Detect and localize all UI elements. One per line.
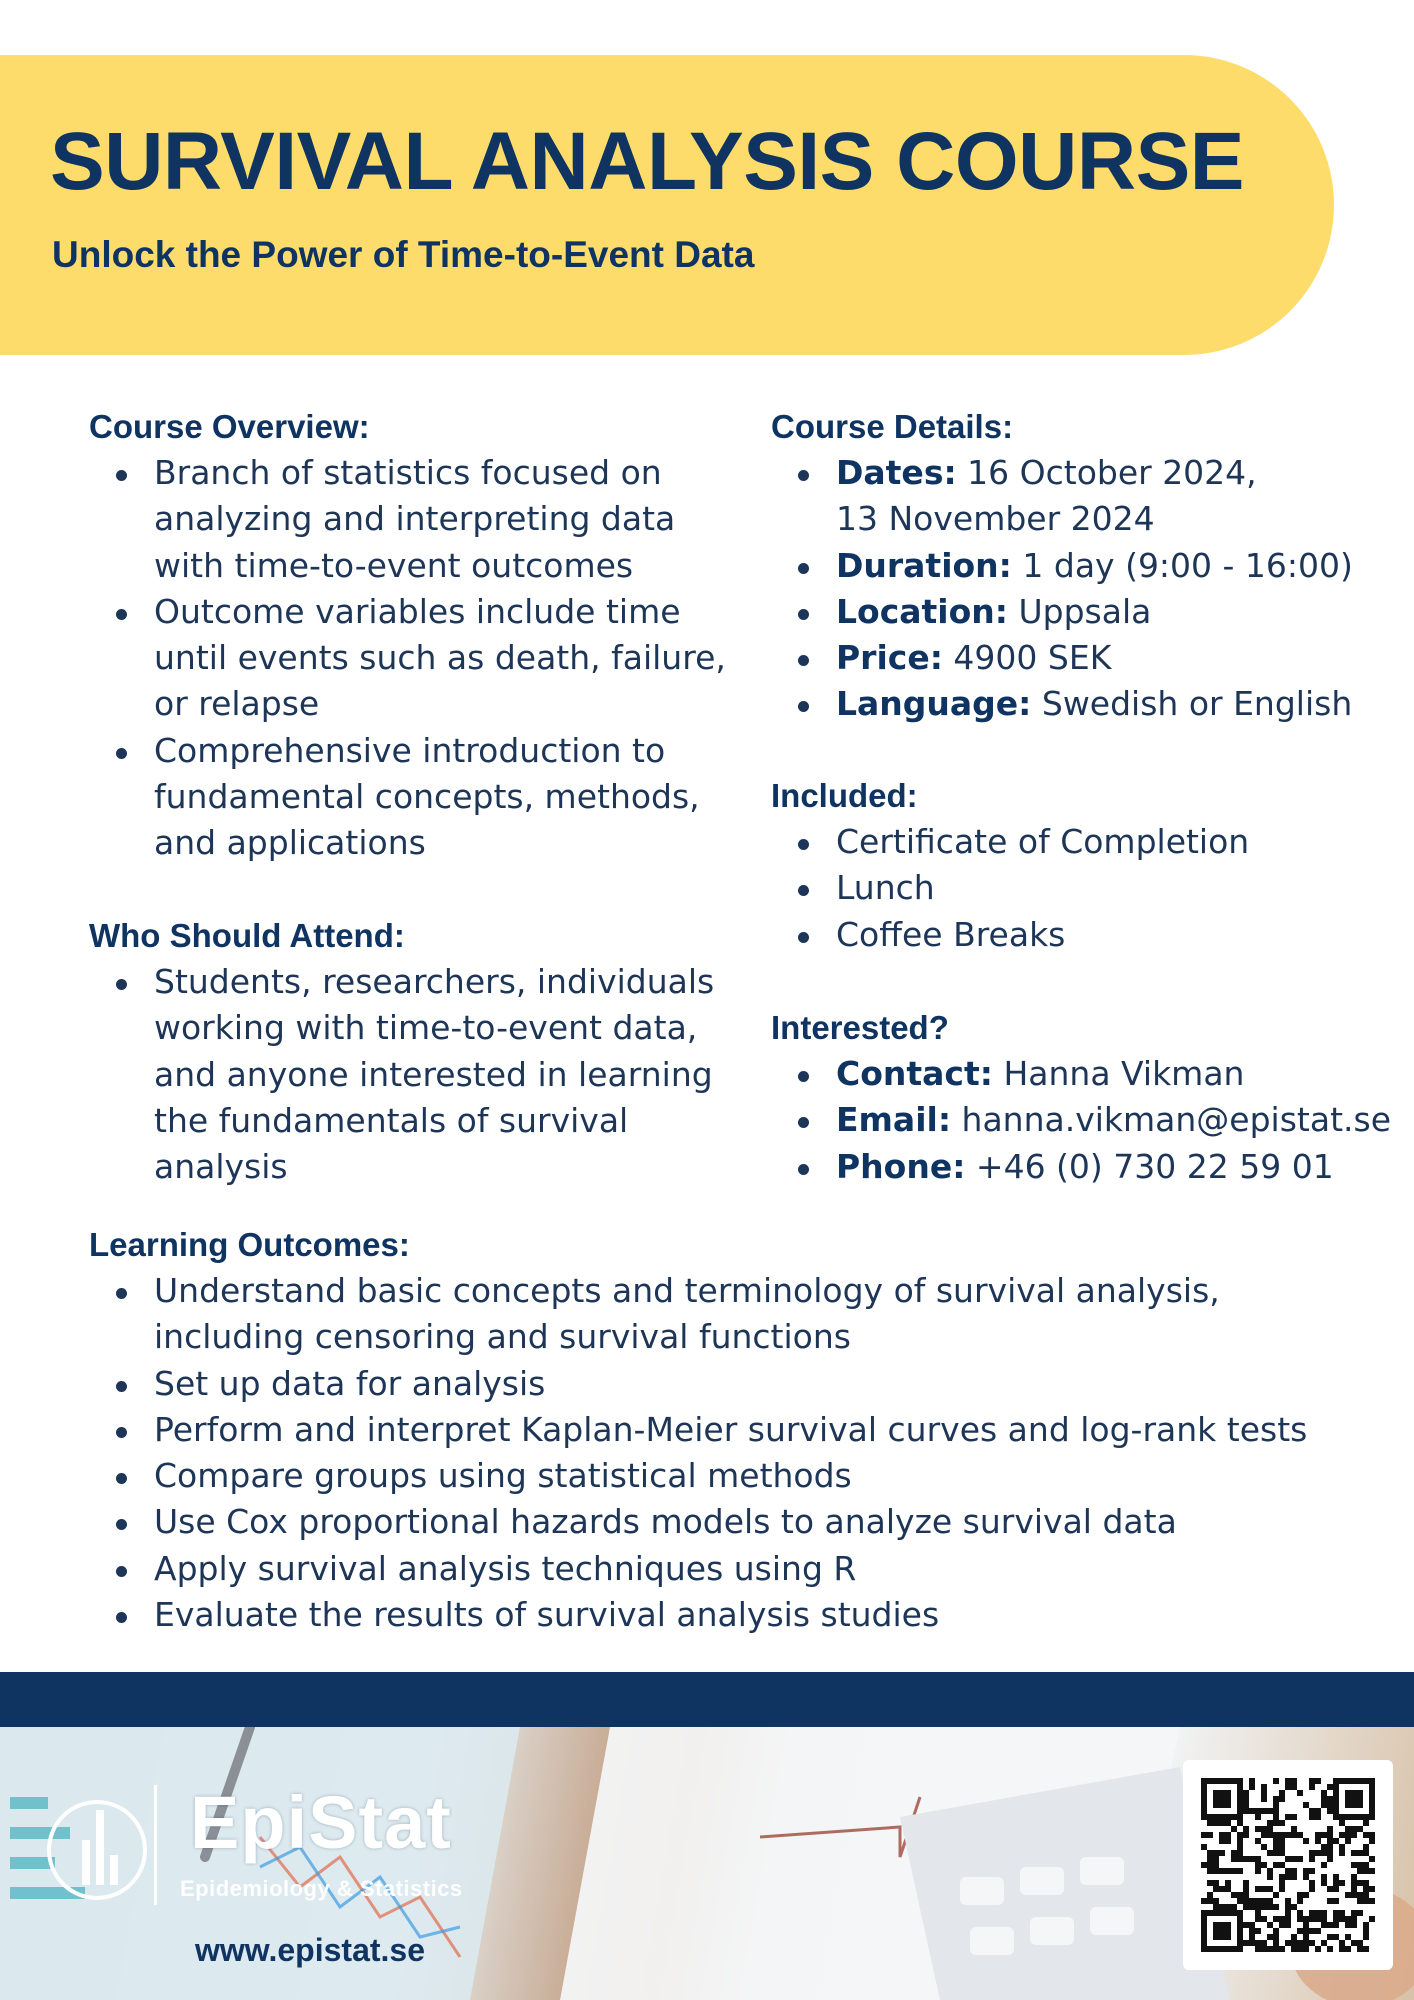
list-item: Comprehensive introduction to fundamental concepts, methods, and applications: [89, 728, 729, 867]
contact-label: Contact:: [836, 1054, 993, 1093]
contact-list: [771, 1051, 1411, 1190]
included-section: [771, 773, 1391, 958]
course-overview-list: [89, 450, 729, 867]
list-item: Use Cox proportional hazards models to analyze survival data: [89, 1499, 1329, 1545]
list-item: Compare groups using statistical methods: [89, 1453, 1329, 1499]
dates-value-2: 13 November 2024: [836, 499, 1155, 539]
duration-label: Duration:: [836, 545, 1012, 585]
location-value: Uppsala: [1018, 591, 1152, 631]
bar-chart-circle-icon: [42, 1780, 162, 1910]
list-item: Outcome variables include time until events such as death, failure, or relapse: [89, 589, 729, 728]
list-item: Branch of statistics focused on analyzing and interpreting data with time-to-event outcomes: [89, 450, 729, 589]
language-label: Language:: [836, 684, 1032, 724]
list-item: Coffee Breaks: [771, 912, 1391, 958]
list-item: Lunch: [771, 865, 1391, 911]
learning-outcomes-list: [89, 1268, 1329, 1638]
contact-item: [771, 1051, 1411, 1097]
location-label: Location:: [836, 591, 1008, 631]
dates-value-1: 16 October 2024,: [967, 453, 1257, 492]
dates-label: Dates:: [836, 453, 957, 492]
learning-outcomes-section: [89, 1222, 1329, 1638]
course-details-heading: Course Details:: [771, 408, 1014, 445]
phone-label: Phone:: [836, 1146, 966, 1186]
website-link[interactable]: www.epistat.se: [195, 1932, 425, 1968]
price-value: 4900 SEK: [953, 638, 1112, 678]
learning-outcomes-heading: Learning Outcomes:: [89, 1226, 410, 1263]
price-label: Price:: [836, 638, 943, 678]
detail-language: [771, 681, 1411, 727]
page-title: SURVIVAL ANALYSIS COURSE: [50, 116, 1244, 207]
detail-price: [771, 635, 1411, 681]
course-overview-heading: Course Overview:: [89, 408, 370, 445]
page-subtitle: Unlock the Power of Time-to-Event Data: [52, 234, 755, 275]
included-heading: Included:: [771, 777, 918, 814]
list-item: Evaluate the results of survival analysis studies: [89, 1592, 1329, 1638]
detail-location: [771, 589, 1411, 635]
email-item: [771, 1097, 1411, 1143]
contact-value: Hanna Vikman: [1003, 1054, 1245, 1093]
interested-heading: Interested?: [771, 1009, 949, 1046]
qr-code-icon[interactable]: [1183, 1760, 1393, 1970]
who-should-attend-list: [89, 959, 729, 1190]
phone-item: [771, 1144, 1411, 1190]
email-label: Email:: [836, 1100, 952, 1140]
interested-section: [771, 1005, 1411, 1190]
who-should-attend-heading: Who Should Attend:: [89, 917, 405, 954]
course-overview-section: [89, 404, 729, 867]
list-item: Students, researchers, individuals working with time-to-event data, and anyone interested in learning the fundamentals of survival analysis: [89, 959, 729, 1190]
list-item: Perform and interpret Kaplan-Meier survival curves and log-rank tests: [89, 1407, 1329, 1453]
who-should-attend-section: [89, 913, 729, 1190]
phone-value: +46 (0) 730 22 59 01: [975, 1146, 1334, 1186]
detail-dates: [771, 450, 1411, 543]
email-link[interactable]: hanna.vikman@epistat.se: [961, 1100, 1391, 1140]
list-item: Certificate of Completion: [771, 819, 1391, 865]
included-list: [771, 819, 1391, 958]
brand-tagline: Epidemiology & Statistics: [180, 1876, 463, 1901]
language-value: Swedish or English: [1041, 684, 1353, 724]
footer-navy-band: [0, 1672, 1414, 1727]
detail-duration: [771, 543, 1411, 589]
duration-value: 1 day (9:00 - 16:00): [1022, 545, 1353, 585]
course-details-section: [771, 404, 1411, 728]
course-details-list: [771, 450, 1411, 728]
brand-logo: EpiStat: [190, 1781, 452, 1864]
list-item: Set up data for analysis: [89, 1361, 1329, 1407]
list-item: Understand basic concepts and terminology of survival analysis, including censoring and survival functions: [89, 1268, 1329, 1361]
list-item: Apply survival analysis techniques using R: [89, 1546, 1329, 1592]
